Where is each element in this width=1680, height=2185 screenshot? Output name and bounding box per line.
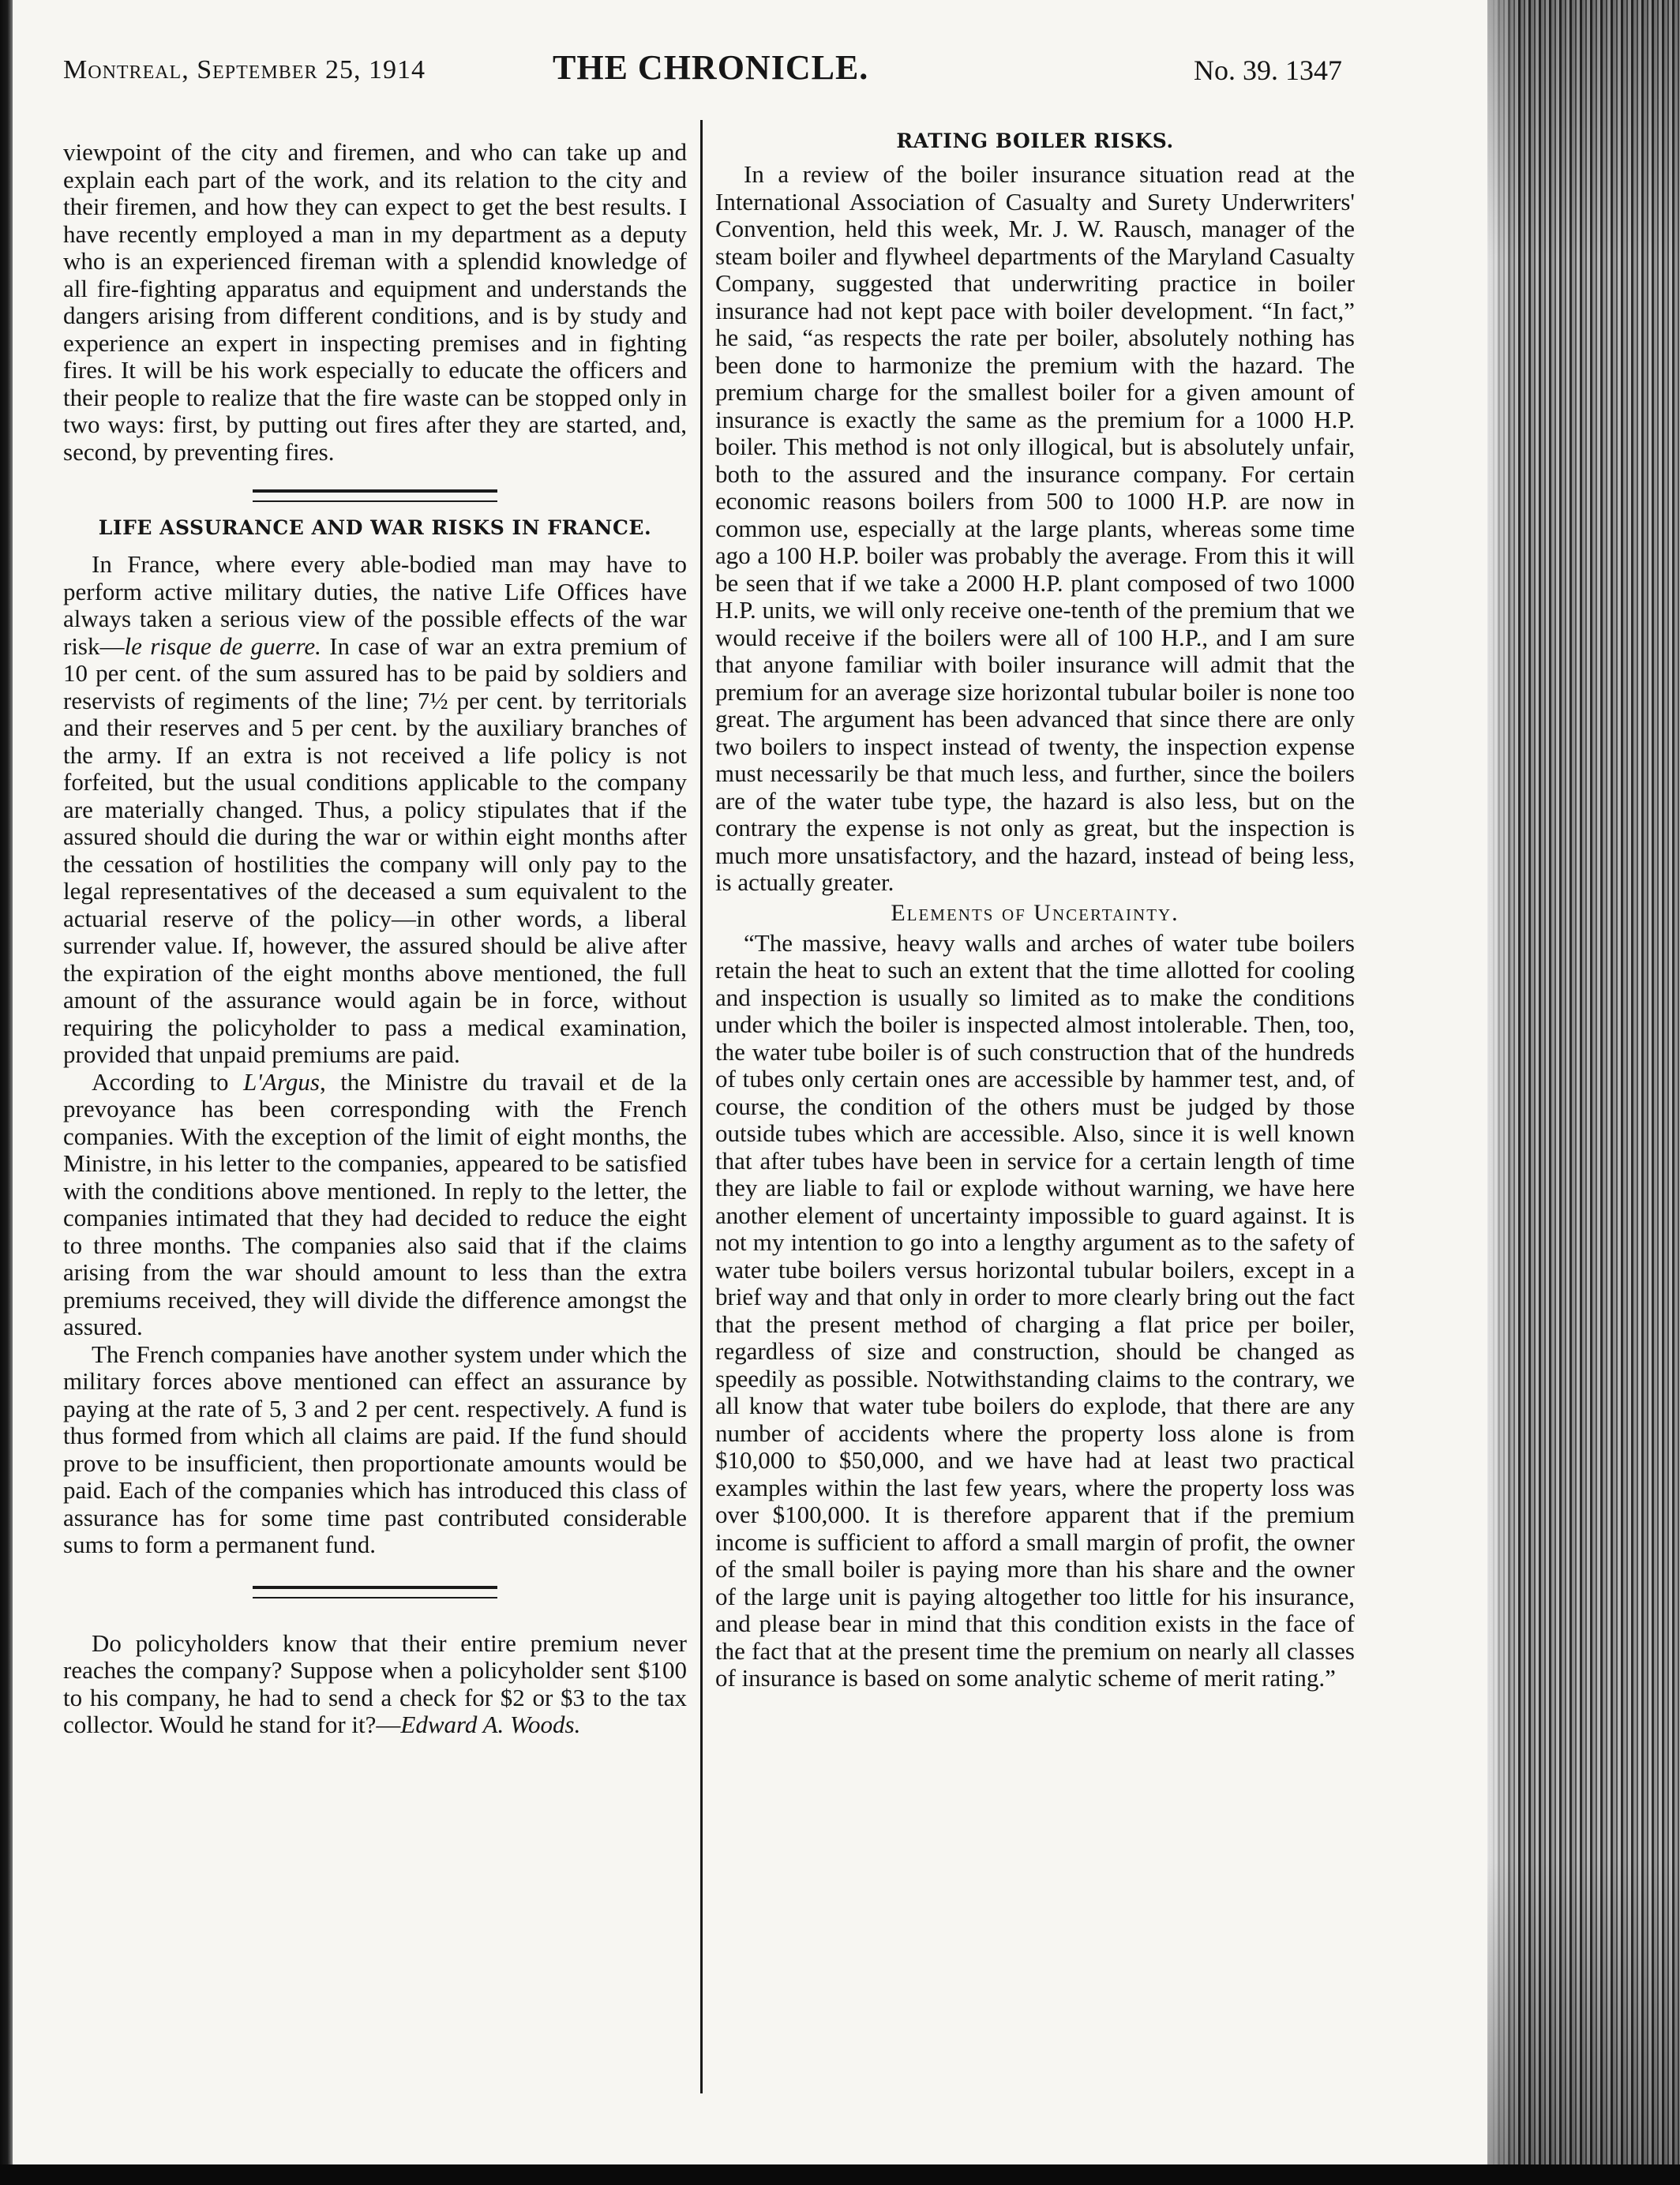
section-separator-rule: [253, 1586, 497, 1598]
book-page-edges: [1487, 0, 1680, 2185]
article-heading-rating-boiler-risks: RATING BOILER RISKS.: [896, 129, 1174, 152]
paragraph-text: In case of war an extra premium of 10 per cent. of the sum assured has to be paid by soldiers and reservists of regiments of the line; 7½ per cent. by territorials and their reserves and 5 per cent. by the auxiliary branches of the army. If an extra is not received a life policy is not forfeited, but the usual conditions applicable to the company are materially changed. Thus, a policy stipulates that if the assured should die during the war or within eight months after the cessation of hostilities the company will only pay to the legal representatives of the deceased a sum equivalent to the actuarial reserve of the policy—in other words, a liberal surrender value. If, however, the assured should be alive after the expiration of the eight months above mentioned, the full amount of the assurance would again be in force, without requiring the policyholder to pass a medical examination, provided that unpaid premiums are paid.: [63, 632, 687, 1068]
quote-text: Do policyholders know that their entire premium never reaches the company? Suppose when a policyholder sent $100 to his company, he had to send a check for $2 or $3 to the tax collector. Would he stand for it?—: [63, 1628, 687, 1738]
quote-paragraph: [63, 1630, 687, 1739]
running-header: [63, 46, 1342, 101]
header-issue-page-number: No. 39. 1347: [1194, 54, 1342, 86]
article-paragraph: [63, 551, 687, 1069]
article-paragraph: “The massive, heavy walls and arches of water tube boilers retain the heat to such an extent that the time allotted for cooling and inspection is usually so limited as to make the conditions under which the boiler is inspected almost intolerable. Then, too, the water tube boiler is of such construction that of the hundreds of tubes only certain ones are accessible by hammer test, and, of course, the condition of the others must be judged by those outside tubes which are accessible. Also, since it is well known that after tubes have been in service for a certain length of time they are liable to fail or explode without warning, we have here another element of uncertainty impossible to guard against. It is not my intention to go into a lengthy argument as to the safety of water tube boilers versus horizontal tubular boilers, except in a brief way and that only in order to more clearly bring out the fact that the present method of charging a flat price per boiler, regardless of size and construction, should be changed as speedily as possible. Notwithstanding claims to the contrary, we all know that water tube boilers do explode, that there are any number of accidents where the property loss alone is from $10,000 to $50,000, and we have had at least two practical examples within the last few years, where the property loss was over $100,000. It is therefore apparent that if the premium income is sufficient to afford a small margin of profit, the owner of the small boiler is paying more than his share and the owner of the large unit is paying altogether too little for his insurance, and please bear in mind that this condition exists in the face of the fact that at the present time the premium on nearly all classes of insurance is based on some analytic scheme of merit rating.”: [715, 928, 1355, 1692]
column-divider: [700, 120, 703, 2093]
continued-paragraph: viewpoint of the city and firemen, and who can take up and explain each part of the work, and its relation to the city and their firemen, and how they can expect to get the best results. I have recently employed a man in my department as a deputy who is an experienced fireman with a splendid knowledge of all fire-fighting apparatus and equipment and understands the dangers arising from different conditions, and is by study and experience an expert in inspecting premises and in fighting fires. It will be his work especially to educate the officers and their people to realize that the fire waste can be stopped only in two ways: first, by putting out fires after they are started, and, second, by preventing fires.: [63, 138, 687, 466]
paragraph-text: According to: [92, 1067, 244, 1096]
article-heading-life-assurance: LIFE ASSURANCE AND WAR RISKS IN FRANCE.: [98, 516, 652, 539]
paragraph-text: In France, where every able-bodied man may have to perform active military duties, the native Life Offices have always taken a serious view of the possible effects of the war risk—: [63, 550, 687, 660]
right-column: [715, 129, 1355, 1692]
article-paragraph: [63, 1069, 687, 1341]
scan-bottom-border: [0, 2164, 1680, 2185]
article-paragraph: The French companies have another system under which the military forces above mentioned can effect an assurance by paying at the rate of 5, 3 and 2 per cent. respectively. A fund is thus formed from which all claims are paid. If the fund should prove to be insufficient, then proportionate amounts would be paid. Each of the companies which has introduced this class of assurance has for some time past contributed considerable sums to form a permanent fund.: [63, 1340, 687, 1558]
binding-edge: [0, 0, 13, 2185]
header-dateline: Montreal, September 25, 1914: [63, 55, 426, 84]
section-separator-rule: [253, 489, 497, 502]
publication-name: L'Argus: [243, 1067, 320, 1096]
quote-author: Edward A. Woods.: [400, 1711, 581, 1738]
paragraph-text: , the Ministre du travail et de la prevoyance has been corresponding with the French companies. With the exception of the limit of eight months, the Ministre, in his letter to the companies, appeared to be satisfied with the conditions above mentioned. In reply to the letter, the companies intimated that they had decided to reduce the eight to three months. The companies also said that if the claims arising from the war should amount to less than the extra premiums received, they will divide the difference amongst the assured.: [63, 1067, 687, 1340]
sub-heading-elements-of-uncertainty: Elements of Uncertainty.: [891, 899, 1179, 926]
italic-phrase: le risque de guerre.: [124, 632, 321, 660]
header-publication-title: THE CHRONICLE.: [553, 48, 869, 87]
left-column: [63, 139, 687, 1739]
article-paragraph: In a review of the boiler insurance situation read at the International Association of Casualty and Surety Underwriters' Convention, held this week, Mr. J. W. Rausch, manager of the steam boiler and flywheel departments of the Maryland Casualty Company, suggested that underwriting practice in boiler insurance had not kept pace with boiler development. “In fact,” he said, “as respects the rate per boiler, absolutely nothing has been done to harmonize the premium with the hazard. The premium charge for the smallest boiler for a given amount of insurance is exactly the same as the premium for a 1000 H.P. boiler. This method is not only illogical, but is absolutely unfair, both to the assured and the insurance company. For certain economic reasons boilers from 500 to 1000 H.P. are now in common use, especially at the large plants, whereas some time ago a 100 H.P. boiler was probably the average. From this it will be seen that if we take a 2000 H.P. plant composed of two 1000 H.P. units, we will only receive one-tenth of the premium that we would receive if the boilers were all of 100 H.P., and I am sure that anyone familiar with boiler insurance will admit that the premium for an average size horizontal tubular boiler is none too great. The argument has been advanced that since there are only two boilers to inspect instead of twenty, the inspection expense must necessarily be that much less, and further, since the boilers are of the water tube type, the hazard is also less, but on the contrary the expense is not only as great, but the inspection is much more unsatisfactory, and the hazard, instead of being less, is actually greater.: [715, 160, 1355, 896]
